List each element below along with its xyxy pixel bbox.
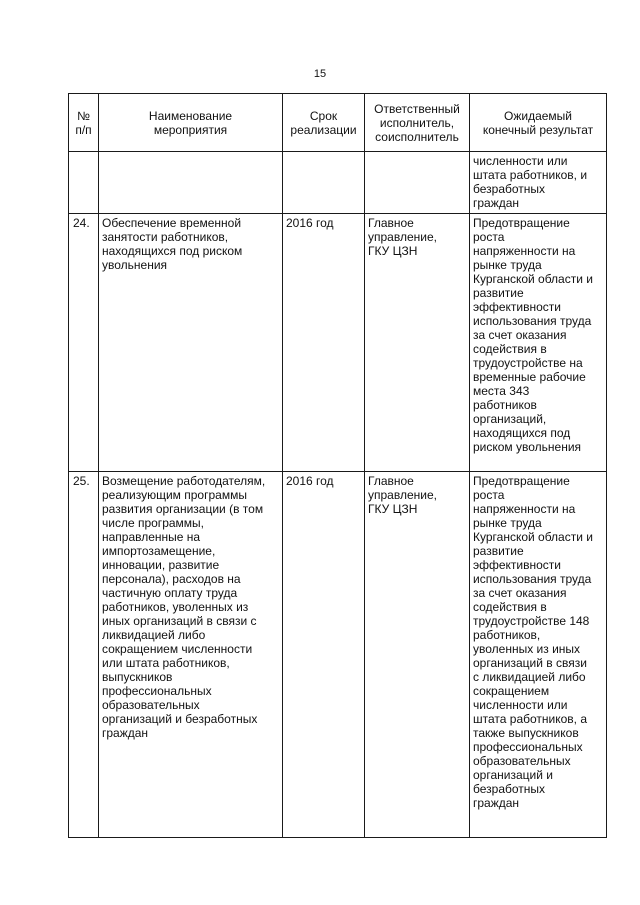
cell-number <box>69 152 99 214</box>
cell-executor: Главное управление, ГКУ ЦЗН <box>365 214 470 472</box>
header-name: Наименование мероприятия <box>99 94 283 152</box>
cell-result: численности или штата работников, и безработных граждан <box>470 152 607 214</box>
measures-table <box>68 93 607 838</box>
table-header-row <box>69 94 607 152</box>
cell-executor: Главное управление, ГКУ ЦЗН <box>365 472 470 838</box>
cell-executor <box>365 152 470 214</box>
cell-term: 2016 год <box>283 472 365 838</box>
table-row <box>69 472 607 838</box>
cell-term: 2016 год <box>283 214 365 472</box>
table-row <box>69 214 607 472</box>
cell-name: Обеспечение временной занятости работников, находящихся под риском увольнения <box>99 214 283 472</box>
header-executor: Ответственный исполнитель, соисполнитель <box>365 94 470 152</box>
header-number: № п/п <box>69 94 99 152</box>
page-number: 15 <box>313 68 327 80</box>
cell-result: Предотвращение роста напряженности на рынке труда Курганской области и развитие эффективности использования труда за счет оказания содействия в трудоустройстве на временные рабочие места 343 работников организаций, находящихся под риском увольнения <box>470 214 607 472</box>
cell-result: Предотвращение роста напряженности на рынке труда Курганской области и развитие эффективности использования труда за счет оказания содействия в трудоустройстве 148 работников, уволенных из иных организаций в связи с ликвидацией либо сокращением численности или штата работников, а также выпускников профессиональных образовательных организаций и безработных граждан <box>470 472 607 838</box>
cell-name: Возмещение работодателям, реализующим программы развития организации (в том числе программы, направленные на импортозамещение, инновации, развитие персонала), расходов на частичную оплату труда работников, уволенных из иных организаций в связи с ликвидацией либо сокращением численности или штата работников, выпускников профессиональных образовательных организаций и безработных граждан <box>99 472 283 838</box>
cell-number: 25. <box>69 472 99 838</box>
header-term: Срок реализации <box>283 94 365 152</box>
header-result: Ожидаемый конечный результат <box>470 94 607 152</box>
cell-name <box>99 152 283 214</box>
table-row <box>69 152 607 214</box>
cell-term <box>283 152 365 214</box>
cell-number: 24. <box>69 214 99 472</box>
